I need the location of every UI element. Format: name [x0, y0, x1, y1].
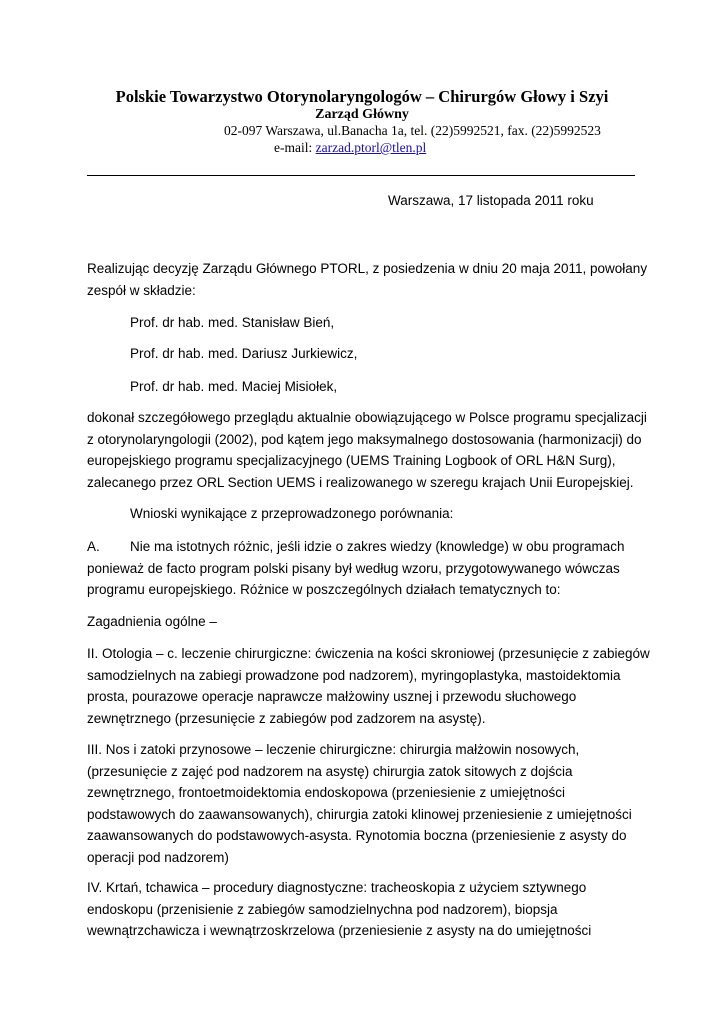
- email-label: e-mail:: [274, 140, 316, 155]
- point-a-text-1: Nie ma istotnych różnic, jeśli idzie o zakres wiedzy (knowledge) w obu programach: [130, 539, 625, 554]
- general-issues: Zagadnienia ogólne –: [87, 614, 217, 629]
- review-line-3: europejskiego programu specjalizacyjnego (UEMS Training Logbook of ORL H&N Surg),: [87, 453, 616, 468]
- header-divider: [87, 175, 635, 176]
- point-a-label: A.: [87, 539, 100, 554]
- member-1: Prof. dr hab. med. Stanisław Bień,: [130, 315, 335, 330]
- review-line-1: dokonał szczegółowego przeglądu aktualnie obowiązującego w Polsce programu specjalizacji: [87, 410, 647, 425]
- point-a-line-3: programu europejskiego. Różnice w poszczególnych działach tematycznych to:: [87, 582, 561, 597]
- review-line-2: z otorynolaryngologii (2002), pod kątem jego maksymalnego dostosowania (harmonizacji) do: [87, 431, 642, 447]
- organization-title: Polskie Towarzystwo Otorynolaryngologów – Chirurgów Głowy i Szyi: [115, 87, 609, 106]
- letter-date: Warszawa, 17 listopada 2011 roku: [388, 193, 594, 208]
- member-3: Prof. dr hab. med. Maciej Misiołek,: [130, 379, 338, 394]
- section-iv-line-3: wewnątrzchawicza i wewnątrzoskrzelowa (przeniesienie z asysty na do umiejętności: [87, 923, 592, 938]
- review-line-4: zalecanego przez ORL Section UEMS i realizowanego w szeregu krajach Unii Europejskiej.: [87, 474, 634, 490]
- section-ii-line-1: II. Otologia – c. leczenie chirurgiczne: ćwiczenia na kości skroniowej (przesunięcie z zabiegów: [87, 646, 650, 661]
- member-2: Prof. dr hab. med. Dariusz Jurkiewicz,: [130, 346, 358, 361]
- section-iv-line-2: endoskopu (przenisienie z zabiegów samodzielnychna pod nadzorem), biopsja: [87, 901, 558, 917]
- section-ii-line-3: prosta, pourazowe operacje naprawcze małżowiny usznej i przewodu słuchowego: [87, 689, 577, 704]
- section-iii-line-3: zewnętrznego, frontoetmoidektomia endoskopowa (przeniesienie z umiejętności: [87, 785, 566, 800]
- organization-email-line: [274, 140, 426, 156]
- section-iii-line-4: podstawowych do zaawansowanych), chirurgia zatoki klinowej przeniesienie z umiejętności: [87, 806, 632, 822]
- section-iii-line-6: operacji pod nadzorem): [87, 849, 229, 865]
- email-link[interactable]: zarzad.ptorl@tlen.pl: [315, 140, 427, 155]
- intro-line-2: zespół w składzie:: [87, 282, 196, 298]
- point-a-line-2: ponieważ de facto program polski pisany był według wzoru, przygotowywanego wówczas: [87, 560, 620, 576]
- section-iii-line-1: III. Nos i zatoki przynosowe – leczenie chirurgiczne: chirurgia małżowin nosowych,: [87, 742, 580, 757]
- organization-address: 02-097 Warszawa, ul.Banacha 1a, tel. (22)5992521, fax. (22)5992523: [224, 123, 601, 138]
- section-iii-line-5: zaawansowanych do podstawowych-asysta. Rynotomia boczna (przeniesienie z asysty do: [87, 828, 627, 843]
- section-iii-line-2: (przesunięcie z zajęć pod nadzorem na asystę) chirurgia zatok sitowych z dojścia: [87, 763, 573, 779]
- intro-line-1: Realizując decyzję Zarządu Głównego PTORL, z posiedzenia w dniu 20 maja 2011, powołany: [87, 261, 648, 276]
- section-iv-line-1: IV. Krtań, tchawica – procedury diagnostyczne: tracheoskopia z użyciem sztywnego: [87, 880, 587, 895]
- section-ii-line-4: zewnętrznego (przesunięcie z zabiegów pod zadzorem na asystę).: [87, 710, 486, 726]
- section-ii-line-2: samodzielnych na zabiegi prowadzone pod nadzorem), myringoplastyka, mastoidektomia: [87, 667, 621, 683]
- conclusions-intro: Wnioski wynikające z przeprowadzonego porównania:: [130, 506, 454, 521]
- organization-subtitle: Zarząd Główny: [315, 107, 409, 122]
- point-a-line-1: [87, 536, 624, 558]
